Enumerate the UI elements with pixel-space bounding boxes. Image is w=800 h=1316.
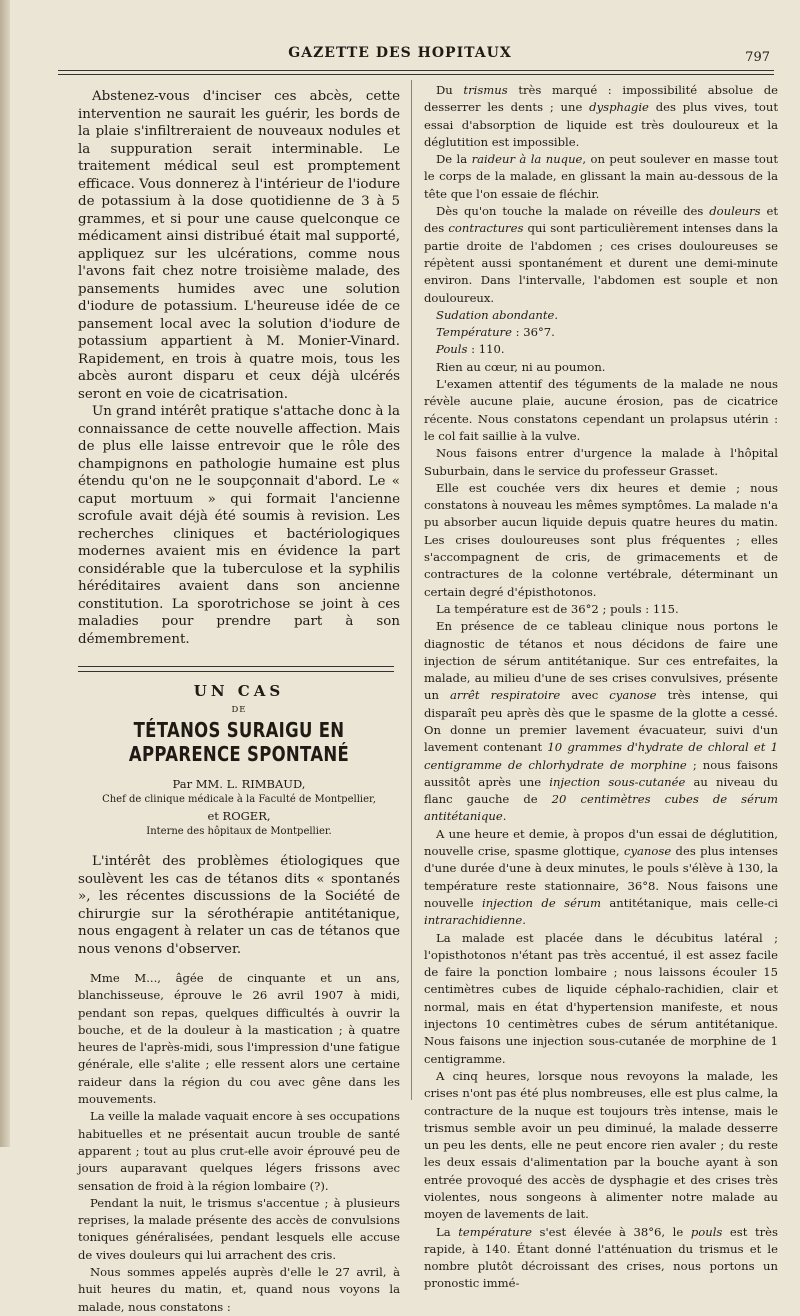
author-affiliation-2: Interne des hôpitaux de Montpellier. — [146, 826, 332, 837]
running-header-title: GAZETTE DES HOPITAUX — [288, 45, 512, 61]
page-binding-edge — [0, 0, 10, 1147]
left-column — [78, 82, 400, 1316]
paragraph: Nous sommes appelés auprès d'elle le 27 avril, à huit heures du matin, et, quand nous voyons la malade, nous constatons : — [78, 1265, 400, 1314]
paragraph: La malade est placée dans le décubitus latéral ; l'opisthotonos n'étant pas très accentué, il est assez facile de faire la ponction lombaire ; nous laissons écouler 15 centimètres cubes de liquide céphalo-rachidien, clair et normal, mais en état d'hypertension manifeste, et nous injectons 10 centimètres cubes de sérum antitétanique. Nous faisons une injection sous-cutanée de morphine de 1 centigramme. — [424, 930, 778, 1066]
right-column — [424, 82, 778, 1293]
paragraph: En présence de ce tableau clinique nous portons le diagnostic de tétanos et nous décidons de faire une injection de sérum antitétanique. Sur ces entrefaites, la malade, au milieu d'une de ses crises convulsives, présente un arrêt respiratoire avec cyanose très intense, qui disparaît peu après dès que le spasme de la glotte a cessé. On donne un premier lavement évacuateur, suivi d'un lavement contenant 10 grammes d'hydrate de chloral et 1 centigramme de chlorhydrate de morphine ; nous faisons aussitôt après une injection sous-cutanée au niveau du flanc gauche de 20 centimètres cubes de sérum antitétanique. — [424, 619, 779, 824]
paragraph: A cinq heures, lorsque nous revoyons la malade, les crises n'ont pas été plus nombreuses, elle est plus calme, la contracture de la nuque est toujours très intense, mais le trismus semble avoir un peu diminué, la malade desserre un peu les dents, elle ne peut encore rien avaler ; du reste les deux essais d'alimentation par la bouche ayant à son entrée provoqué des accès de dysphagie et des crises très violentes, nous songeons à alimenter notre malade au moyen de lavements de lait. — [424, 1068, 778, 1222]
header-double-rule — [58, 70, 774, 75]
paragraph: Sudation abondante. — [436, 307, 559, 322]
paragraph: Pouls : 110. — [436, 342, 505, 357]
article-title: TÉTANOS SURAIGU EN APPARENCE SPONTANÉ — [128, 718, 350, 766]
paragraph: A une heure et demie, à propos d'un essai de déglutition, nouvelle crise, spasme glottique, cyanose des plus intenses d'une durée d'une à deux minutes, le pouls s'élève à 130, la température reste stationnaire, 36°8. Nous faisons une nouvelle injection de sérum antitétanique, mais celle-ci intrarachidienne. — [424, 826, 779, 928]
author-byline-1: Par MM. L. RIMBAUD, — [172, 777, 306, 791]
paragraph: Mme M..., âgée de cinquante et un ans, blanchisseuse, éprouve le 26 avril 1907 à midi, pendant son repas, quelques difficultés à ouvrir la bouche, et de la douleur à la mastication ; à quatre heures de l'après-midi, sous l'impression d'une fatigue générale, elle s'alite ; elle ressent alors une certaine raideur dans la région du cou avec gêne dans les mouvements. — [78, 971, 400, 1107]
paragraph: Rien au cœur, ni au poumon. — [436, 359, 606, 374]
author-byline-2: et ROGER, — [207, 809, 271, 823]
paragraph: La température s'est élevée à 38°6, le pouls est très rapide, à 140. Étant donné l'atténuation du trismus et le nombre plutôt décroissant des crises, nous portons un pronostic immé- — [424, 1224, 778, 1291]
paragraph: Nous faisons entrer d'urgence la malade à l'hôpital Suburbain, dans le service du professeur Grasset. — [424, 446, 778, 478]
article-separator-rule — [78, 666, 394, 672]
article-intro: L'intérêt des problèmes étiologiques que soulèvent les cas de tétanos dits « spontanés », les récentes discussions de la Société de chirurgie sur la sérothérapie antitétanique, nous engagent à relater un cas de tétanos que nous venons d'observer. — [78, 854, 400, 957]
author-affiliation-1: Chef de clinique médicale à la Faculté de Montpellier, — [102, 794, 376, 805]
paragraph: L'examen attentif des téguments de la malade ne nous révèle aucune plaie, aucune érosion, pas de cicatrice récente. Nous constatons cependant un prolapsus utérin : le col fait saillie à la vulve. — [424, 377, 778, 443]
paragraph: La veille la malade vaquait encore à ses occupations habituelles et ne présentait aucun trouble de santé apparent ; tout au plus crut-elle avoir éprouvé peu de jours auparavant quelques légers frissons avec sensation de froid à la région lombaire (?). — [78, 1109, 400, 1193]
paragraph: De la raideur à la nuque, on peut soulever en masse tout le corps de la malade, en glissant la main au-dessous de la tête que l'on essaie de fléchir. — [424, 152, 778, 201]
paragraph: Un grand intérêt pratique s'attache donc à la connaissance de cette nouvelle affection. Mais de plus elle laisse entrevoir que le rôle des champignons en pathologie humaine est plus étendu qu'on ne le soupçonnait d'abord. Le « caput mortuum » qui formait l'ancienne scrofule avait déjà été soumis à revision. Les recherches cliniques et bactériologiques modernes avaient mis en évidence la part considérable que la tuberculose et la syphilis héréditaires avaient dans son ancienne constitution. La sporotrichose se joint à ces maladies pour prendre part à son démembrement. — [78, 404, 400, 647]
paragraph: Pendant la nuit, le trismus s'accentue ; à plusieurs reprises, la malade présente des accès de convulsions toniques généralisées, pendant lesquels elle accuse de vives douleurs qui lui arrachent des cris. — [78, 1195, 400, 1262]
paragraph: Du trismus très marqué : impossibilité absolue de desserrer les dents ; une dysphagie des plus vives, tout essai d'absorption de liquide est très douloureux et la déglutition est impossible. — [424, 83, 778, 149]
paragraph: Abstenez-vous d'inciser ces abcès, cette intervention ne saurait les guérir, les bords de la plaie s'infiltreraient de nouveaux nodules et la suppuration serait interminable. Le traitement médical seul est promptement efficace. Vous donnerez à l'intérieur de l'iodure de potassium à la dose quotidienne de 3 à 5 grammes, et si pour une cause quelconque ce médicament ainsi distribué était mal supporté, appliquez sur les ulcérations, comme nous l'avons fait chez notre troisième malade, des pansements humides avec une solution d'iodure de potassium. L'heureuse idée de ce pansement local avec la solution d'iodure de potassium appartient à M. Monier-Vinard. Rapidement, en trois à quatre mois, tous les abcès auront disparu et ceux déjà ulcérés seront en voie de cicatrisation. — [78, 89, 400, 402]
column-divider — [411, 80, 412, 1100]
article-overline: UN CAS — [193, 682, 285, 700]
paragraph: La température est de 36°2 ; pouls : 115. — [436, 601, 679, 616]
paragraph: Dès qu'on touche la malade on réveille des douleurs et des contractures qui sont particulièrement intenses dans la partie droite de l'abdomen ; ces crises douloureuses se répètent aussi spontanément et durent une demi-minute environ. Dans l'intervalle, l'abdomen est souple et non douloureux. — [424, 204, 779, 305]
paragraph: Elle est couchée vers dix heures et demie ; nous constatons à nouveau les mêmes symptômes. La malade n'a pu absorber aucun liquide depuis quatre heures du matin. Les crises douloureuses sont plus fréquentes ; elles s'accompagnent de cris, de grimacements et de contractures de la colonne vertébrale, déterminant un certain degré d'épisthotonos. — [424, 480, 778, 599]
paragraph: Température : 36°7. — [436, 325, 555, 340]
page-number: 797 — [745, 50, 770, 65]
article-de: DE — [231, 705, 247, 715]
